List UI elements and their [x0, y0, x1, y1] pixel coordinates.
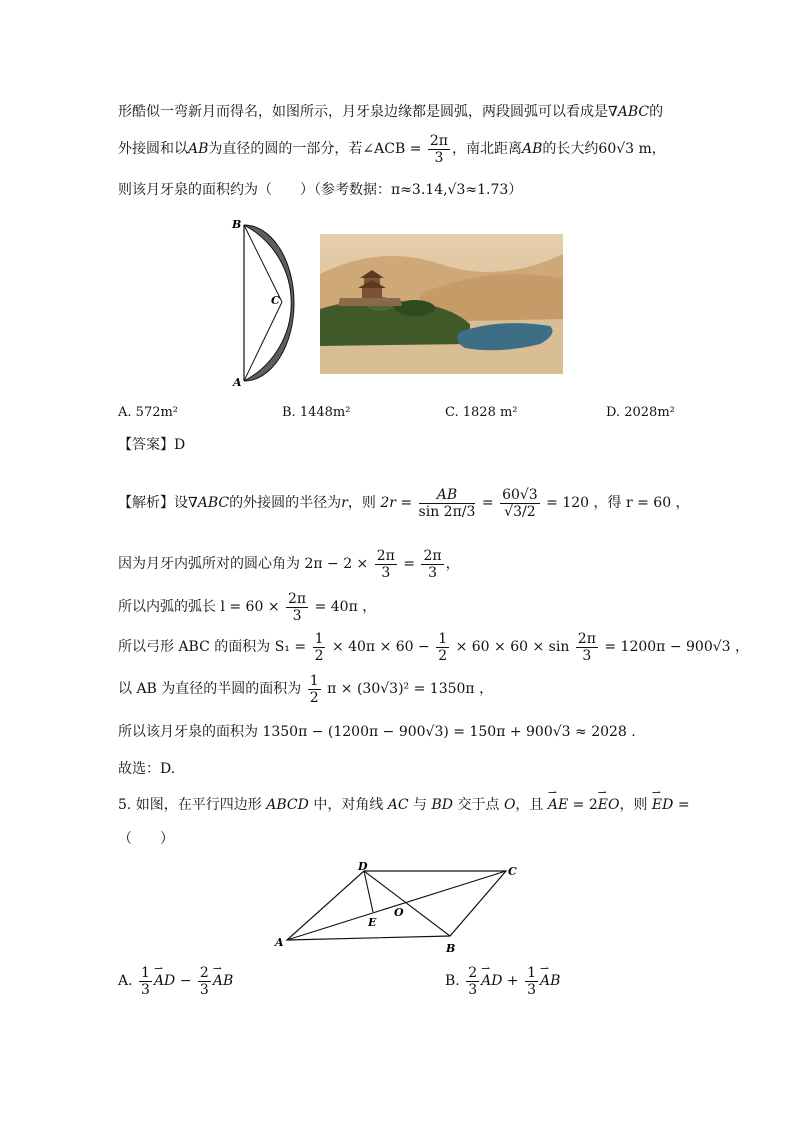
- analysis-line: [118, 478, 690, 532]
- text: ，则: [347, 495, 376, 511]
- text: 交于点: [453, 797, 504, 813]
- triangle-abc: ∇ABC: [608, 104, 650, 120]
- text: 为直径的圆的一部分，若∠ACB =: [208, 141, 422, 157]
- vector-ad: ⇀ AD: [154, 962, 175, 1000]
- denominator: 2: [438, 647, 448, 664]
- option-label: A.: [118, 405, 132, 420]
- vector-eo: ⇀ EO: [598, 795, 620, 815]
- text: ，则: [619, 797, 652, 813]
- numerator: 1: [314, 630, 324, 647]
- fraction: [428, 133, 450, 166]
- text: ，且: [515, 797, 548, 813]
- denominator: 3: [434, 149, 444, 166]
- option-text: 572m²: [135, 405, 179, 420]
- fraction: [421, 548, 443, 581]
- fraction: [419, 487, 476, 520]
- fraction: [466, 965, 479, 998]
- denominator: 3: [582, 647, 592, 664]
- fraction: [436, 631, 449, 664]
- problem5-line1: [118, 795, 690, 815]
- fraction: [313, 631, 326, 664]
- denominator: sin 2π/3: [418, 503, 476, 520]
- text: = 1200π − 900√3 ，: [604, 639, 750, 655]
- text: ，: [445, 556, 460, 572]
- point-o: O: [503, 797, 516, 813]
- denominator: 2: [309, 689, 319, 706]
- equals: =: [481, 495, 494, 511]
- option-a[interactable]: [118, 405, 178, 420]
- text: 中，对角线: [308, 797, 388, 813]
- text: =: [673, 797, 690, 813]
- operator: −: [179, 973, 192, 989]
- triangle-abc: ∇ABC: [188, 495, 230, 511]
- fraction: [375, 548, 397, 581]
- denominator: 3: [381, 564, 391, 581]
- label-a: A: [233, 376, 242, 389]
- diagonal-bd-line: [364, 871, 450, 936]
- text: 的外接圆的半径为: [229, 495, 342, 511]
- numerator: 2: [199, 964, 209, 981]
- denominator: 3: [292, 607, 302, 624]
- p5-option-b[interactable]: [445, 962, 560, 1000]
- fraction: [525, 965, 538, 998]
- text: 以 AB 为直径的半圆的面积为: [118, 681, 302, 697]
- text: × 40π × 60 −: [331, 639, 430, 655]
- numerator: 60√3: [502, 486, 538, 503]
- vector-ab: ⇀ AB: [540, 962, 560, 1000]
- problem5-paren: （ ）: [118, 831, 174, 847]
- text: 的长大约: [542, 141, 599, 157]
- step1-line: [118, 545, 460, 583]
- crescent-shape: [244, 225, 294, 381]
- denominator: 3: [199, 981, 209, 998]
- label-a: A: [275, 936, 284, 949]
- option-c[interactable]: [445, 405, 518, 420]
- text: 因为月牙内弧所对的圆心角为 2π − 2 ×: [118, 556, 369, 572]
- fraction: [286, 591, 308, 624]
- fraction: [500, 487, 540, 520]
- segment-ab: AB: [188, 141, 209, 157]
- vector-ae: ⇀ AE: [548, 795, 568, 815]
- distance-value: 60√3 m: [598, 141, 652, 157]
- label-b: B: [232, 218, 242, 231]
- numerator: 2: [468, 964, 478, 981]
- option-text: 1828 m²: [462, 405, 518, 420]
- problem4-line3: 则该月牙泉的面积约为（ ）（参考数据：π≈3.14,√3≈1.73）: [118, 182, 523, 198]
- option-label: D.: [606, 405, 621, 420]
- crescent-figure: [228, 218, 324, 390]
- option-label: B.: [282, 405, 296, 420]
- fraction: [576, 631, 598, 664]
- crescent-lake-photo: [320, 234, 563, 374]
- numerator: 1: [141, 964, 150, 981]
- vector-ad: ⇀ AD: [481, 962, 502, 1000]
- numerator: 2π: [429, 132, 448, 149]
- text: = 120 ，得 r = 60 ，: [546, 495, 690, 511]
- step3-line: [118, 628, 749, 666]
- label-o: O: [394, 906, 404, 919]
- option-b[interactable]: [282, 405, 350, 420]
- label-d: D: [358, 860, 368, 873]
- option-label: A.: [118, 973, 133, 989]
- fraction: [308, 673, 321, 706]
- option-label: C.: [445, 405, 459, 420]
- denominator: √3/2: [504, 503, 536, 520]
- denominator: 3: [428, 564, 437, 581]
- numerator: 2π: [423, 547, 442, 564]
- parallelogram-figure: [270, 858, 530, 956]
- operator: +: [506, 973, 519, 989]
- text: × 60 × 60 × sin: [455, 639, 570, 655]
- text: 5. 如图，在平行四边形: [118, 797, 267, 813]
- choose-line: 故选：D.: [118, 761, 176, 777]
- fraction: [198, 965, 211, 998]
- denominator: 3: [527, 981, 537, 998]
- segment-ab: AB: [522, 141, 543, 157]
- numerator: 2π: [577, 630, 596, 647]
- denominator: 3: [468, 981, 478, 998]
- text: 的: [649, 104, 664, 120]
- p5-option-a[interactable]: [118, 962, 233, 1000]
- text: 形酷似一弯新月而得名，如图所示，月牙泉边缘都是圆弧，两段圆弧可以看成是: [118, 104, 608, 120]
- fraction: [139, 965, 152, 998]
- text: 【解析】设: [118, 495, 188, 511]
- text: ，南北距离: [452, 141, 522, 157]
- answer-line: 【答案】D: [118, 437, 186, 453]
- text: 外接圆和以: [118, 141, 188, 157]
- option-text: 2028m²: [624, 405, 675, 420]
- parallelogram-name: ABCD: [266, 797, 309, 813]
- photo-drawing: [320, 234, 563, 374]
- diagonal-bd: BD: [431, 797, 454, 813]
- vector-ab: ⇀ AB: [213, 962, 233, 1000]
- numerator: AB: [419, 487, 476, 504]
- equation: 2r =: [380, 495, 413, 511]
- numerator: 2π: [288, 590, 307, 607]
- radius-symbol: r: [341, 495, 348, 511]
- numerator: 2π: [376, 547, 395, 564]
- equals: =: [403, 556, 416, 572]
- label-b: B: [446, 942, 456, 955]
- denominator: 3: [141, 981, 150, 998]
- text: π × (30√3)² = 1350π ，: [327, 681, 494, 697]
- problem4-line1: [118, 102, 663, 122]
- text: 所以弓形 ABC 的面积为 S₁ =: [118, 639, 307, 655]
- text: 与: [408, 797, 432, 813]
- numerator: 1: [309, 672, 319, 689]
- step5-line: 所以该月牙泉的面积为 1350π − (1200π − 900√3) = 150π + 900√3 ≈ 2028 .: [118, 724, 636, 740]
- option-label: B.: [445, 973, 460, 989]
- text: = 2: [568, 797, 598, 813]
- option-d[interactable]: [606, 405, 675, 420]
- text: ，: [651, 141, 666, 157]
- text: 所以内弧的弧长 l = 60 ×: [118, 599, 280, 615]
- option-text: 1448m²: [299, 405, 351, 420]
- problem4-line2: [118, 132, 666, 166]
- vector-ed: ⇀ ED: [652, 795, 673, 815]
- numerator: 1: [527, 964, 537, 981]
- label-c: C: [508, 865, 517, 878]
- numerator: 1: [438, 630, 448, 647]
- denominator: 2: [314, 647, 324, 664]
- step4-line: [118, 670, 493, 708]
- step2-line: [118, 588, 376, 626]
- text: = 40π ，: [314, 599, 377, 615]
- diagonal-ac: AC: [387, 797, 409, 813]
- label-c: C: [271, 294, 280, 307]
- label-e: E: [368, 916, 377, 929]
